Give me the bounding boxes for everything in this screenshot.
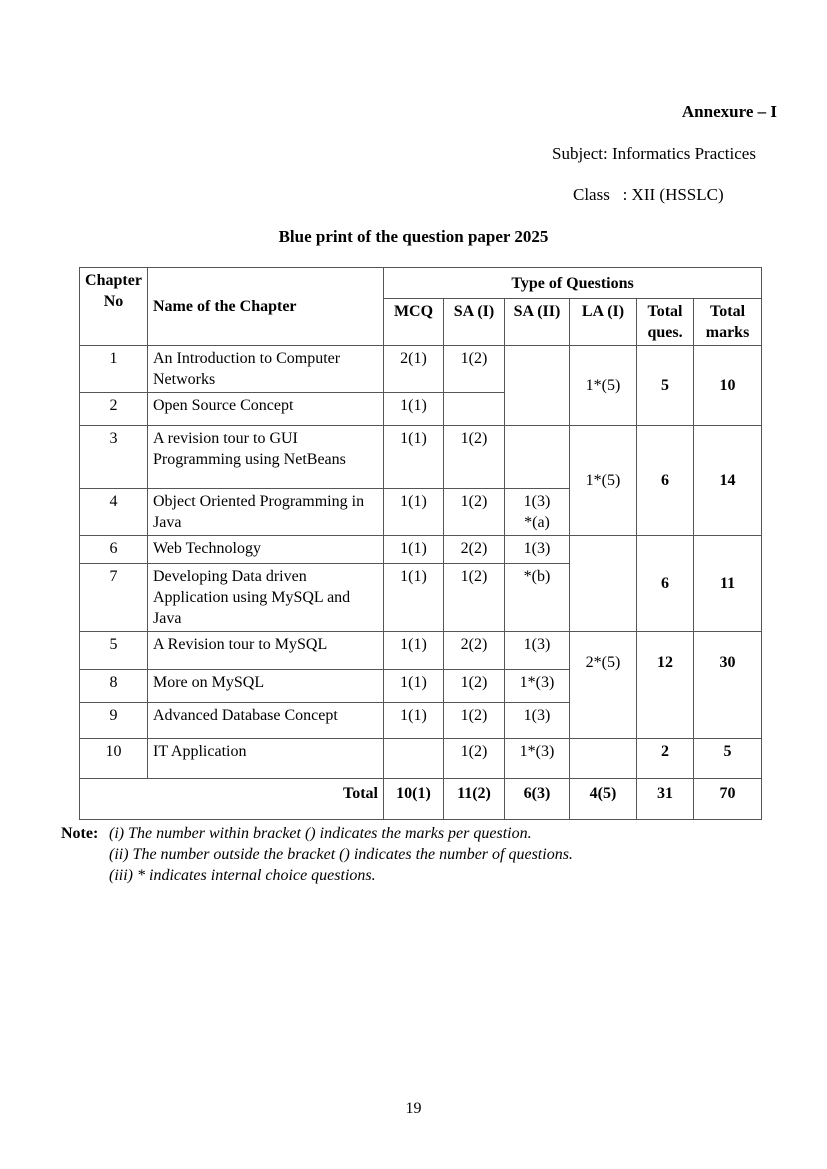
document-title-text: Blue print of the question paper 2025	[278, 227, 549, 246]
total-mcq: 10(1)	[384, 779, 444, 820]
chapter-no: 6	[80, 536, 148, 564]
document-title	[0, 227, 827, 247]
header-row-1	[80, 268, 762, 299]
sa2-cell	[505, 346, 570, 426]
mcq-cell: 1(1)	[384, 393, 444, 426]
sa2-cell: *(b)	[505, 564, 570, 632]
chapter-no: 8	[80, 670, 148, 703]
total-label: Total	[80, 779, 384, 820]
chapter-name: A revision tour to GUI Programming using NetBeans	[148, 426, 384, 489]
total-row	[80, 779, 762, 820]
chapter-no: 10	[80, 739, 148, 779]
total-ques-cell: 12	[637, 632, 694, 739]
table-row	[80, 426, 762, 489]
la1-cell: 2*(5)	[570, 632, 637, 739]
table-row	[80, 632, 762, 670]
header-sa1: SA (I)	[444, 299, 505, 346]
sa1-cell: 2(2)	[444, 632, 505, 670]
total-ques-cell: 5	[637, 346, 694, 426]
total-ques-cell: 6	[637, 426, 694, 536]
mcq-cell	[384, 739, 444, 779]
sa1-cell: 1(2)	[444, 489, 505, 536]
note-line-2: (ii) The number outside the bracket () indicates the number of questions.	[109, 846, 573, 863]
mcq-cell: 2(1)	[384, 346, 444, 393]
subject-line: Subject: Informatics Practices	[552, 144, 756, 163]
sa2-cell: 1*(3)	[505, 739, 570, 779]
la1-cell	[570, 536, 637, 632]
total-marks-cell: 11	[694, 536, 762, 632]
chapter-no: 5	[80, 632, 148, 670]
mcq-cell: 1(1)	[384, 703, 444, 739]
chapter-no: 3	[80, 426, 148, 489]
total-marks-cell: 5	[694, 739, 762, 779]
sa1-cell: 2(2)	[444, 536, 505, 564]
annexure-label: Annexure – I	[681, 102, 777, 121]
sa2-cell: 1(3)	[505, 536, 570, 564]
header-la1: LA (I)	[570, 299, 637, 346]
sa1-cell	[444, 393, 505, 426]
total-marks-cell: 10	[694, 346, 762, 426]
chapter-no: 9	[80, 703, 148, 739]
chapter-name: More on MySQL	[148, 670, 384, 703]
note-label: Note:	[61, 825, 99, 842]
chapter-no: 1	[80, 346, 148, 393]
sa1-cell: 1(2)	[444, 426, 505, 489]
chapter-name: A Revision tour to MySQL	[148, 632, 384, 670]
class-line: Class : XII (HSSLC)	[573, 185, 724, 204]
sa1-cell: 1(2)	[444, 346, 505, 393]
sa2-cell: 1*(3)	[505, 670, 570, 703]
la1-cell	[570, 739, 637, 779]
total-ques-cell: 2	[637, 739, 694, 779]
note-line-3: (iii) * indicates internal choice questions.	[109, 867, 376, 884]
chapter-no: 7	[80, 564, 148, 632]
mcq-cell: 1(1)	[384, 564, 444, 632]
header-chapter-name: Name of the Chapter	[148, 268, 384, 346]
sa2-cell: 1(3)	[505, 703, 570, 739]
chapter-no: 2	[80, 393, 148, 426]
total-marks-cell: 14	[694, 426, 762, 536]
mcq-cell: 1(1)	[384, 426, 444, 489]
mcq-cell: 1(1)	[384, 536, 444, 564]
note-line-1: (i) The number within bracket () indicates the marks per question.	[109, 825, 532, 842]
la1-cell: 1*(5)	[570, 346, 637, 426]
chapter-name: IT Application	[148, 739, 384, 779]
header-chapter-no: Chapter No	[80, 268, 148, 346]
sa1-cell: 1(2)	[444, 739, 505, 779]
table-row	[80, 346, 762, 393]
total-ques: 31	[637, 779, 694, 820]
sa2-cell	[505, 426, 570, 489]
chapter-no: 4	[80, 489, 148, 536]
chapter-name: Open Source Concept	[148, 393, 384, 426]
chapter-name: Advanced Database Concept	[148, 703, 384, 739]
header-total-ques: Total ques.	[637, 299, 694, 346]
total-ques-cell: 6	[637, 536, 694, 632]
mcq-cell: 1(1)	[384, 670, 444, 703]
chapter-name: Developing Data driven Application using MySQL and Java	[148, 564, 384, 632]
sa2-cell: 1(3) *(a)	[505, 489, 570, 536]
header-mcq: MCQ	[384, 299, 444, 346]
sa1-cell: 1(2)	[444, 703, 505, 739]
header-total-marks: Total marks	[694, 299, 762, 346]
chapter-name: Web Technology	[148, 536, 384, 564]
la1-cell: 1*(5)	[570, 426, 637, 536]
mcq-cell: 1(1)	[384, 489, 444, 536]
page-number: 19	[405, 1100, 422, 1117]
total-marks-cell: 30	[694, 632, 762, 739]
mcq-cell: 1(1)	[384, 632, 444, 670]
total-marks: 70	[694, 779, 762, 820]
chapter-name: Object Oriented Programming in Java	[148, 489, 384, 536]
header-sa2: SA (II)	[505, 299, 570, 346]
sa1-cell: 1(2)	[444, 564, 505, 632]
table-row	[80, 536, 762, 564]
total-sa2: 6(3)	[505, 779, 570, 820]
total-sa1: 11(2)	[444, 779, 505, 820]
chapter-name: An Introduction to Computer Networks	[148, 346, 384, 393]
table-row	[80, 739, 762, 779]
header-type-of-questions: Type of Questions	[384, 268, 762, 299]
total-la1: 4(5)	[570, 779, 637, 820]
sa1-cell: 1(2)	[444, 670, 505, 703]
sa2-cell: 1(3)	[505, 632, 570, 670]
blueprint-table	[79, 267, 762, 820]
